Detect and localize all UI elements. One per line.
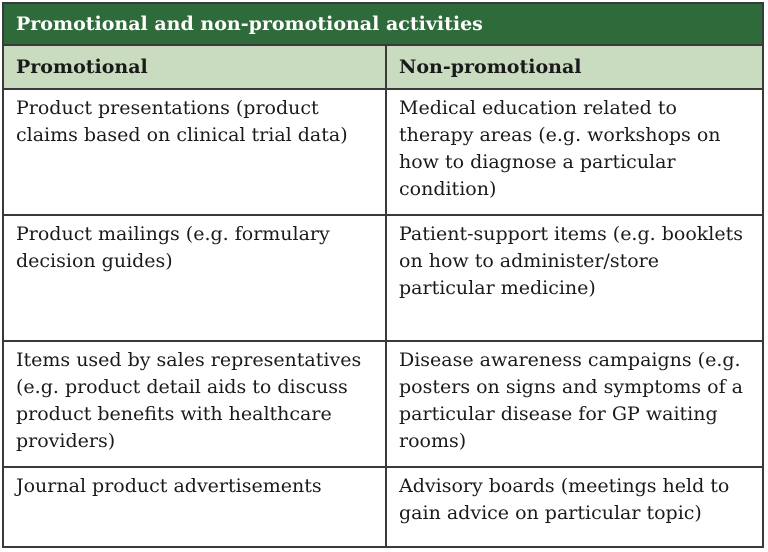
- promotional-cell: Journal product advertisements: [4, 467, 386, 546]
- non-promotional-cell: Patient-support items (e.g. booklets on how to administer/store particular medicine): [386, 215, 762, 341]
- table-row: [4, 341, 762, 467]
- table-row: [4, 215, 762, 341]
- non-promotional-cell: Advisory boards (meetings held to gain advice on particular topic): [399, 475, 730, 524]
- promotional-cell: Product mailings (e.g. formulary decision guides): [4, 215, 386, 341]
- activities-table: [4, 4, 762, 546]
- non-promotional-cell: Medical education related to therapy areas (e.g. workshops on how to diagnose a particular condition): [386, 89, 762, 215]
- activities-table-container: [2, 2, 764, 548]
- table-title: Promotional and non-promotional activities: [4, 4, 762, 45]
- promotional-cell: Items used by sales representatives (e.g. product detail aids to discuss product benefits with healthcare providers): [4, 341, 386, 467]
- promotional-cell: Product presentations (product claims based on clinical trial data): [4, 89, 386, 215]
- table-row: [4, 89, 762, 215]
- title-row: [4, 4, 762, 45]
- header-promotional: Promotional: [4, 45, 386, 89]
- header-row: [4, 45, 762, 89]
- table-row: [4, 467, 762, 546]
- non-promotional-cell: Disease awareness campaigns (e.g. posters on signs and symptoms of a particular disease for GP waiting rooms): [386, 341, 762, 467]
- header-non-promotional: Non-promotional: [386, 45, 762, 89]
